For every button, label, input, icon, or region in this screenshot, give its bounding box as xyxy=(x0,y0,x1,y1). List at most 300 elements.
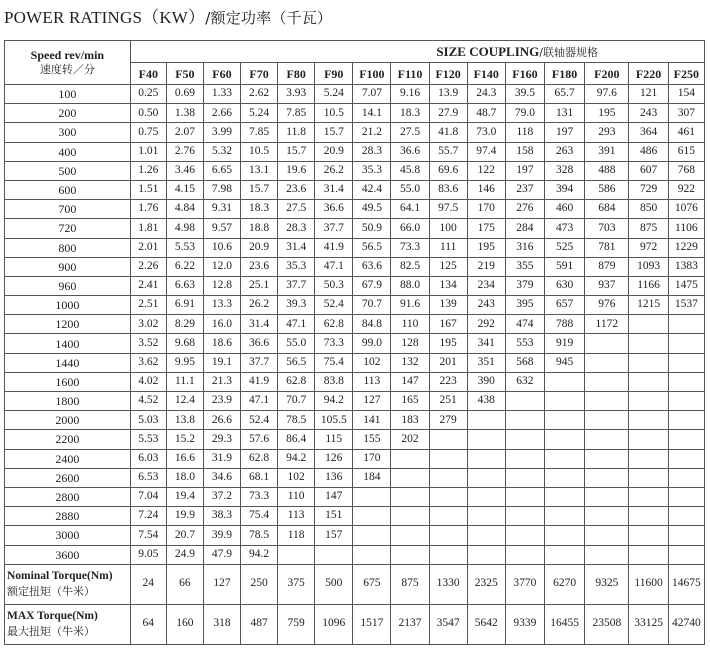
power-cell: 73.3 xyxy=(391,238,429,257)
speed-header xyxy=(5,41,131,85)
power-cell: 41.9 xyxy=(241,372,278,391)
power-cell: 62.8 xyxy=(241,449,278,468)
power-cell: 31.4 xyxy=(278,238,315,257)
power-cell: 0.25 xyxy=(130,85,166,104)
power-cell xyxy=(544,392,584,411)
power-cell xyxy=(668,372,704,391)
power-cell xyxy=(585,353,629,372)
power-cell xyxy=(467,526,505,545)
power-cell xyxy=(505,468,544,487)
power-cell xyxy=(505,526,544,545)
power-cell: 234 xyxy=(467,276,505,295)
power-cell xyxy=(467,545,505,564)
power-cell: 62.8 xyxy=(278,372,315,391)
power-cell: 31.4 xyxy=(241,315,278,334)
power-cell: 307 xyxy=(668,104,704,123)
power-cell: 251 xyxy=(429,392,467,411)
power-cell: 147 xyxy=(315,487,353,506)
max-torque-cell: 3547 xyxy=(429,604,467,644)
power-cell: 23.6 xyxy=(241,257,278,276)
power-cell: 23.9 xyxy=(203,392,240,411)
power-cell xyxy=(629,334,668,353)
power-cell xyxy=(629,353,668,372)
table-row xyxy=(5,104,705,123)
power-cell xyxy=(585,487,629,506)
power-cell xyxy=(544,430,584,449)
power-cell: 18.0 xyxy=(166,468,203,487)
power-cell xyxy=(353,526,391,545)
model-header-f220: F220 xyxy=(629,63,668,85)
power-cell: 83.8 xyxy=(315,372,353,391)
power-cell: 65.7 xyxy=(544,85,584,104)
power-cell: 47.1 xyxy=(315,257,353,276)
power-cell: 50.9 xyxy=(353,219,391,238)
table-row xyxy=(5,487,705,506)
power-cell: 1106 xyxy=(668,219,704,238)
power-cell: 195 xyxy=(585,104,629,123)
power-cell xyxy=(629,526,668,545)
power-cell: 86.4 xyxy=(278,430,315,449)
power-cell: 21.2 xyxy=(353,123,391,142)
speed-cell: 1440 xyxy=(5,353,131,372)
power-cell: 45.8 xyxy=(391,161,429,180)
power-cell: 6.63 xyxy=(166,276,203,295)
power-cell: 48.7 xyxy=(467,104,505,123)
speed-cell: 500 xyxy=(5,161,131,180)
nominal-label-cn: 额定扭矩（牛米） xyxy=(7,584,95,598)
power-cell xyxy=(505,507,544,526)
power-cell: 26.2 xyxy=(241,296,278,315)
power-cell xyxy=(467,487,505,506)
power-cell: 37.7 xyxy=(315,219,353,238)
power-cell xyxy=(629,392,668,411)
power-cell: 2.76 xyxy=(166,142,203,161)
power-cell: 9.16 xyxy=(391,85,429,104)
power-cell: 0.75 xyxy=(130,123,166,142)
table-row xyxy=(5,372,705,391)
speed-cell: 900 xyxy=(5,257,131,276)
power-cell: 47.9 xyxy=(203,545,240,564)
power-cell: 788 xyxy=(544,315,584,334)
power-cell: 5.24 xyxy=(315,85,353,104)
power-cell: 525 xyxy=(544,238,584,257)
power-cell: 15.7 xyxy=(241,180,278,199)
power-cell: 118 xyxy=(278,526,315,545)
power-cell: 12.8 xyxy=(203,276,240,295)
power-cell: 328 xyxy=(544,161,584,180)
power-cell: 13.1 xyxy=(241,161,278,180)
power-cell: 474 xyxy=(505,315,544,334)
power-cell: 7.24 xyxy=(130,507,166,526)
speed-cell: 2800 xyxy=(5,487,131,506)
power-cell: 14.1 xyxy=(353,104,391,123)
power-cell: 201 xyxy=(429,353,467,372)
table-row xyxy=(5,200,705,219)
speed-cell: 2400 xyxy=(5,449,131,468)
nominal-torque-cell: 250 xyxy=(241,564,278,604)
power-cell: 1.01 xyxy=(130,142,166,161)
power-cell: 47.1 xyxy=(241,392,278,411)
power-cell: 167 xyxy=(429,315,467,334)
power-cell xyxy=(629,487,668,506)
power-cell xyxy=(429,449,467,468)
size-header-en: SIZE COUPLING xyxy=(436,44,540,59)
power-cell xyxy=(585,372,629,391)
power-cell: 195 xyxy=(429,334,467,353)
power-cell: 62.8 xyxy=(315,315,353,334)
table-row xyxy=(5,430,705,449)
power-cell: 183 xyxy=(391,411,429,430)
power-cell: 49.5 xyxy=(353,200,391,219)
power-cell: 351 xyxy=(467,353,505,372)
power-cell: 473 xyxy=(544,219,584,238)
power-cell: 78.5 xyxy=(241,526,278,545)
model-header-f250: F250 xyxy=(668,63,704,85)
power-cell: 39.9 xyxy=(203,526,240,545)
speed-cell: 2000 xyxy=(5,411,131,430)
power-cell xyxy=(544,411,584,430)
title-cn: /额定功率（千瓦） xyxy=(205,9,333,27)
power-cell: 438 xyxy=(467,392,505,411)
power-cell: 26.6 xyxy=(203,411,240,430)
power-cell xyxy=(668,526,704,545)
power-cell: 3.02 xyxy=(130,315,166,334)
power-cell: 1.51 xyxy=(130,180,166,199)
power-cell: 10.5 xyxy=(241,142,278,161)
power-cell xyxy=(668,487,704,506)
power-cell: 3.99 xyxy=(203,123,240,142)
power-cell: 460 xyxy=(544,200,584,219)
nominal-torque-cell: 500 xyxy=(315,564,353,604)
speed-cell: 2200 xyxy=(5,430,131,449)
power-cell xyxy=(544,372,584,391)
power-cell: 781 xyxy=(585,238,629,257)
power-cell: 29.3 xyxy=(203,430,240,449)
model-header-f120: F120 xyxy=(429,63,467,85)
power-cell: 57.6 xyxy=(241,430,278,449)
power-cell: 88.0 xyxy=(391,276,429,295)
table-row xyxy=(5,142,705,161)
power-cell xyxy=(429,487,467,506)
power-cell: 113 xyxy=(278,507,315,526)
power-cell: 1383 xyxy=(668,257,704,276)
power-cell: 113 xyxy=(353,372,391,391)
power-cell: 972 xyxy=(629,238,668,257)
nominal-torque-cell: 11600 xyxy=(629,564,668,604)
power-cell xyxy=(544,449,584,468)
power-cell xyxy=(429,545,467,564)
power-cell: 279 xyxy=(429,411,467,430)
power-cell: 2.07 xyxy=(166,123,203,142)
power-cell xyxy=(505,449,544,468)
power-cell: 31.9 xyxy=(203,449,240,468)
power-cell: 34.6 xyxy=(203,468,240,487)
speed-cell: 600 xyxy=(5,180,131,199)
nominal-torque-cell: 24 xyxy=(130,564,166,604)
power-cell xyxy=(585,545,629,564)
power-cell: 126 xyxy=(315,449,353,468)
power-cell: 151 xyxy=(315,507,353,526)
power-cell: 13.8 xyxy=(166,411,203,430)
table-row xyxy=(5,334,705,353)
power-cell: 118 xyxy=(505,123,544,142)
max-torque-cell: 23508 xyxy=(585,604,629,644)
power-cell: 91.6 xyxy=(391,296,429,315)
power-cell: 83.6 xyxy=(429,180,467,199)
power-cell: 16.6 xyxy=(166,449,203,468)
speed-cell: 3000 xyxy=(5,526,131,545)
power-cell: 47.1 xyxy=(278,315,315,334)
power-cell: 102 xyxy=(353,353,391,372)
power-cell: 922 xyxy=(668,180,704,199)
power-cell: 4.15 xyxy=(166,180,203,199)
power-cell: 136 xyxy=(315,468,353,487)
power-cell: 1475 xyxy=(668,276,704,295)
power-cell: 919 xyxy=(544,334,584,353)
power-cell: 3.52 xyxy=(130,334,166,353)
power-cell: 630 xyxy=(544,276,584,295)
power-cell xyxy=(391,545,429,564)
power-cell: 390 xyxy=(467,372,505,391)
power-cell: 41.9 xyxy=(315,238,353,257)
power-cell: 364 xyxy=(629,123,668,142)
power-cell: 157 xyxy=(315,526,353,545)
power-cell: 7.98 xyxy=(203,180,240,199)
speed-cell: 3600 xyxy=(5,545,131,564)
power-cell: 1.26 xyxy=(130,161,166,180)
nominal-torque-cell: 14675 xyxy=(668,564,704,604)
power-cell: 16.0 xyxy=(203,315,240,334)
speed-cell: 400 xyxy=(5,142,131,161)
power-cell xyxy=(629,507,668,526)
power-cell: 2.26 xyxy=(130,257,166,276)
max-torque-row xyxy=(5,604,705,644)
power-cell: 39.3 xyxy=(278,296,315,315)
power-cell xyxy=(585,507,629,526)
power-cell: 27.9 xyxy=(429,104,467,123)
speed-cell: 2880 xyxy=(5,507,131,526)
power-cell: 131 xyxy=(544,104,584,123)
power-cell: 56.5 xyxy=(353,238,391,257)
power-cell: 15.7 xyxy=(315,123,353,142)
nominal-torque-cell: 9325 xyxy=(585,564,629,604)
power-cell: 18.6 xyxy=(203,334,240,353)
power-cell: 243 xyxy=(467,296,505,315)
power-cell: 38.3 xyxy=(203,507,240,526)
power-cell: 94.2 xyxy=(278,449,315,468)
power-cell: 219 xyxy=(467,257,505,276)
table-row xyxy=(5,507,705,526)
speed-cell: 720 xyxy=(5,219,131,238)
power-cell: 132 xyxy=(391,353,429,372)
power-cell: 158 xyxy=(505,142,544,161)
power-cell: 37.2 xyxy=(203,487,240,506)
power-cell xyxy=(544,468,584,487)
power-cell xyxy=(505,411,544,430)
power-cell: 27.5 xyxy=(391,123,429,142)
speed-cell: 1600 xyxy=(5,372,131,391)
speed-cell: 1800 xyxy=(5,392,131,411)
size-header-cn: /联轴器规格 xyxy=(539,46,598,59)
power-cell xyxy=(429,430,467,449)
power-cell: 1.76 xyxy=(130,200,166,219)
power-cell: 237 xyxy=(505,180,544,199)
power-cell: 461 xyxy=(668,123,704,142)
nominal-torque-cell: 66 xyxy=(166,564,203,604)
speed-cell: 300 xyxy=(5,123,131,142)
power-cell: 99.0 xyxy=(353,334,391,353)
power-cell: 69.6 xyxy=(429,161,467,180)
power-cell: 1229 xyxy=(668,238,704,257)
power-cell xyxy=(467,507,505,526)
max-torque-cell: 1517 xyxy=(353,604,391,644)
speed-header-cn: 速度转／分 xyxy=(39,63,95,77)
power-cell: 20.9 xyxy=(315,142,353,161)
model-header-f160: F160 xyxy=(505,63,544,85)
nominal-torque-cell: 1330 xyxy=(429,564,467,604)
nominal-torque-cell: 6270 xyxy=(544,564,584,604)
power-cell: 15.7 xyxy=(278,142,315,161)
power-cell: 292 xyxy=(467,315,505,334)
power-cell xyxy=(544,487,584,506)
max-torque-cell: 42740 xyxy=(668,604,704,644)
power-cell: 2.51 xyxy=(130,296,166,315)
nominal-torque-cell: 3770 xyxy=(505,564,544,604)
power-cell: 84.8 xyxy=(353,315,391,334)
model-header-f60: F60 xyxy=(203,63,240,85)
power-cell xyxy=(429,526,467,545)
power-cell: 18.3 xyxy=(391,104,429,123)
power-cell: 20.7 xyxy=(166,526,203,545)
table-row xyxy=(5,296,705,315)
power-cell: 7.85 xyxy=(278,104,315,123)
power-cell: 105.5 xyxy=(315,411,353,430)
power-cell: 2.41 xyxy=(130,276,166,295)
power-cell xyxy=(629,449,668,468)
power-cell xyxy=(668,315,704,334)
power-cell xyxy=(668,430,704,449)
power-cell: 11.8 xyxy=(278,123,315,142)
power-cell: 3.62 xyxy=(130,353,166,372)
power-cell xyxy=(467,468,505,487)
power-ratings-table xyxy=(4,40,705,645)
power-cell: 154 xyxy=(668,85,704,104)
speed-cell: 800 xyxy=(5,238,131,257)
power-cell: 1.33 xyxy=(203,85,240,104)
power-cell: 1172 xyxy=(585,315,629,334)
power-cell xyxy=(668,334,704,353)
power-cell: 4.52 xyxy=(130,392,166,411)
power-cell: 1.81 xyxy=(130,219,166,238)
power-cell: 184 xyxy=(353,468,391,487)
max-torque-cell: 160 xyxy=(166,604,203,644)
nominal-torque-cell: 875 xyxy=(391,564,429,604)
power-cell: 379 xyxy=(505,276,544,295)
nominal-torque-label xyxy=(5,564,131,604)
max-torque-cell: 33125 xyxy=(629,604,668,644)
power-cell: 68.1 xyxy=(241,468,278,487)
power-cell: 4.84 xyxy=(166,200,203,219)
power-cell: 115 xyxy=(315,430,353,449)
power-cell: 12.4 xyxy=(166,392,203,411)
model-header-f80: F80 xyxy=(278,63,315,85)
power-cell: 26.2 xyxy=(315,161,353,180)
model-header-f110: F110 xyxy=(391,63,429,85)
power-cell: 147 xyxy=(391,372,429,391)
power-cell: 657 xyxy=(544,296,584,315)
speed-cell: 2600 xyxy=(5,468,131,487)
power-cell: 0.69 xyxy=(166,85,203,104)
power-cell: 19.9 xyxy=(166,507,203,526)
power-cell xyxy=(467,411,505,430)
speed-cell: 100 xyxy=(5,85,131,104)
power-cell: 7.04 xyxy=(130,487,166,506)
power-cell xyxy=(668,545,704,564)
power-cell: 341 xyxy=(467,334,505,353)
nominal-label-en: Nominal Torque(Nm) xyxy=(7,570,113,582)
power-cell: 27.5 xyxy=(278,200,315,219)
power-cell: 122 xyxy=(467,161,505,180)
max-torque-label xyxy=(5,604,131,644)
power-cell: 170 xyxy=(467,200,505,219)
power-cell: 18.8 xyxy=(241,219,278,238)
power-cell xyxy=(505,545,544,564)
table-row xyxy=(5,161,705,180)
table-row xyxy=(5,123,705,142)
power-cell: 202 xyxy=(391,430,429,449)
power-cell: 293 xyxy=(585,123,629,142)
power-cell: 2.66 xyxy=(203,104,240,123)
power-cell xyxy=(668,468,704,487)
table-row xyxy=(5,392,705,411)
power-cell: 875 xyxy=(629,219,668,238)
table-row xyxy=(5,526,705,545)
speed-cell: 200 xyxy=(5,104,131,123)
power-cell: 55.0 xyxy=(278,334,315,353)
power-cell: 632 xyxy=(505,372,544,391)
power-cell xyxy=(585,468,629,487)
power-cell: 12.0 xyxy=(203,257,240,276)
power-cell xyxy=(585,430,629,449)
model-header-f200: F200 xyxy=(585,63,629,85)
power-cell: 197 xyxy=(544,123,584,142)
speed-cell: 1400 xyxy=(5,334,131,353)
power-cell: 73.3 xyxy=(315,334,353,353)
power-cell xyxy=(668,449,704,468)
power-cell: 976 xyxy=(585,296,629,315)
power-cell: 703 xyxy=(585,219,629,238)
power-cell: 3.93 xyxy=(278,85,315,104)
power-cell xyxy=(391,487,429,506)
power-cell: 284 xyxy=(505,219,544,238)
power-cell xyxy=(544,545,584,564)
power-cell: 1166 xyxy=(629,276,668,295)
power-cell xyxy=(391,507,429,526)
power-cell: 6.91 xyxy=(166,296,203,315)
max-label-en: MAX Torque(Nm) xyxy=(7,610,98,622)
power-cell xyxy=(629,468,668,487)
nominal-torque-cell: 127 xyxy=(203,564,240,604)
power-cell: 263 xyxy=(544,142,584,161)
power-cell: 73.0 xyxy=(467,123,505,142)
table-row xyxy=(5,411,705,430)
power-cell: 11.1 xyxy=(166,372,203,391)
power-cell: 28.3 xyxy=(353,142,391,161)
power-cell: 39.5 xyxy=(505,85,544,104)
power-cell: 7.54 xyxy=(130,526,166,545)
power-cell xyxy=(585,526,629,545)
power-cell: 9.31 xyxy=(203,200,240,219)
